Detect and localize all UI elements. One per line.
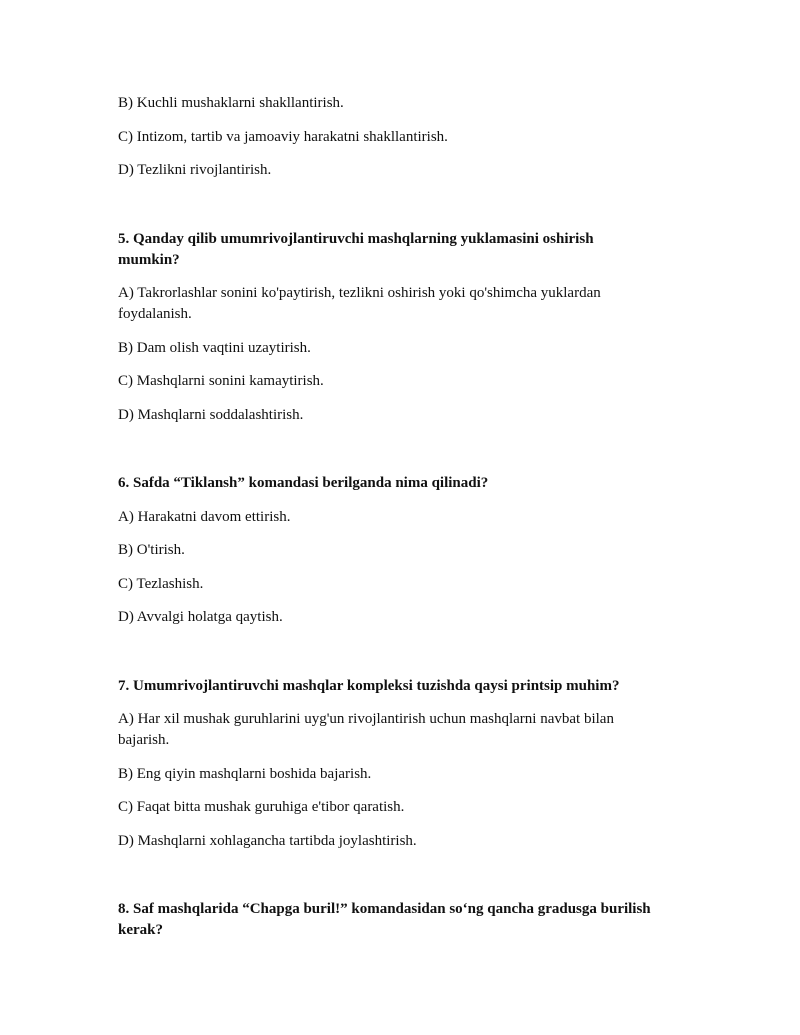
q5-option-a-line-1: A) Takrorlashlar sonini ko'paytirish, tezlikni oshirish yoki qo'shimcha yuklardan xyxy=(118,285,601,301)
q5-question-line-1: 5. Qanday qilib umumrivojlantiruvchi mashqlarning yuklamasini oshirish xyxy=(118,231,594,247)
q5-question-line-2: mumkin? xyxy=(118,252,180,268)
q4-option-b: B) Kuchli mushaklarni shakllantirish. xyxy=(118,95,344,111)
q5-option-c: C) Mashqlarni sonini kamaytirish. xyxy=(118,373,324,389)
q7-option-a-line-1: A) Har xil mushak guruhlarini uyg'un rivojlantirish uchun mashqlarni navbat bilan xyxy=(118,711,614,727)
q4-option-d: D) Tezlikni rivojlantirish. xyxy=(118,162,272,178)
q6-option-d: D) Avvalgi holatga qaytish. xyxy=(118,609,283,625)
q6-option-c: C) Tezlashish. xyxy=(118,576,204,592)
q5-option-d: D) Mashqlarni soddalashtirish. xyxy=(118,407,304,423)
q7-option-b: B) Eng qiyin mashqlarni boshida bajarish. xyxy=(118,766,372,782)
q6-option-b: B) O'tirish. xyxy=(118,542,185,558)
q5-option-a-line-2: foydalanish. xyxy=(118,306,192,322)
q8-question-line-1: 8. Saf mashqlarida “Chapga buril!” komandasidan so‘ng qancha gradusga burilish xyxy=(118,901,651,917)
q7-option-a-line-2: bajarish. xyxy=(118,732,170,748)
q7-option-c: C) Faqat bitta mushak guruhiga e'tibor qaratish. xyxy=(118,799,405,815)
q8-question-line-2: kerak? xyxy=(118,922,163,938)
q6-question: 6. Safda “Tiklansh” komandasi berilganda nima qilinadi? xyxy=(118,475,489,491)
q4-option-c: C) Intizom, tartib va jamoaviy harakatni shakllantirish. xyxy=(118,129,448,145)
q7-question: 7. Umumrivojlantiruvchi mashqlar kompleksi tuzishda qaysi printsip muhim? xyxy=(118,678,620,694)
q5-option-b: B) Dam olish vaqtini uzaytirish. xyxy=(118,340,311,356)
q6-option-a: A) Harakatni davom ettirish. xyxy=(118,509,291,525)
q7-option-d: D) Mashqlarni xohlagancha tartibda joylashtirish. xyxy=(118,833,417,849)
